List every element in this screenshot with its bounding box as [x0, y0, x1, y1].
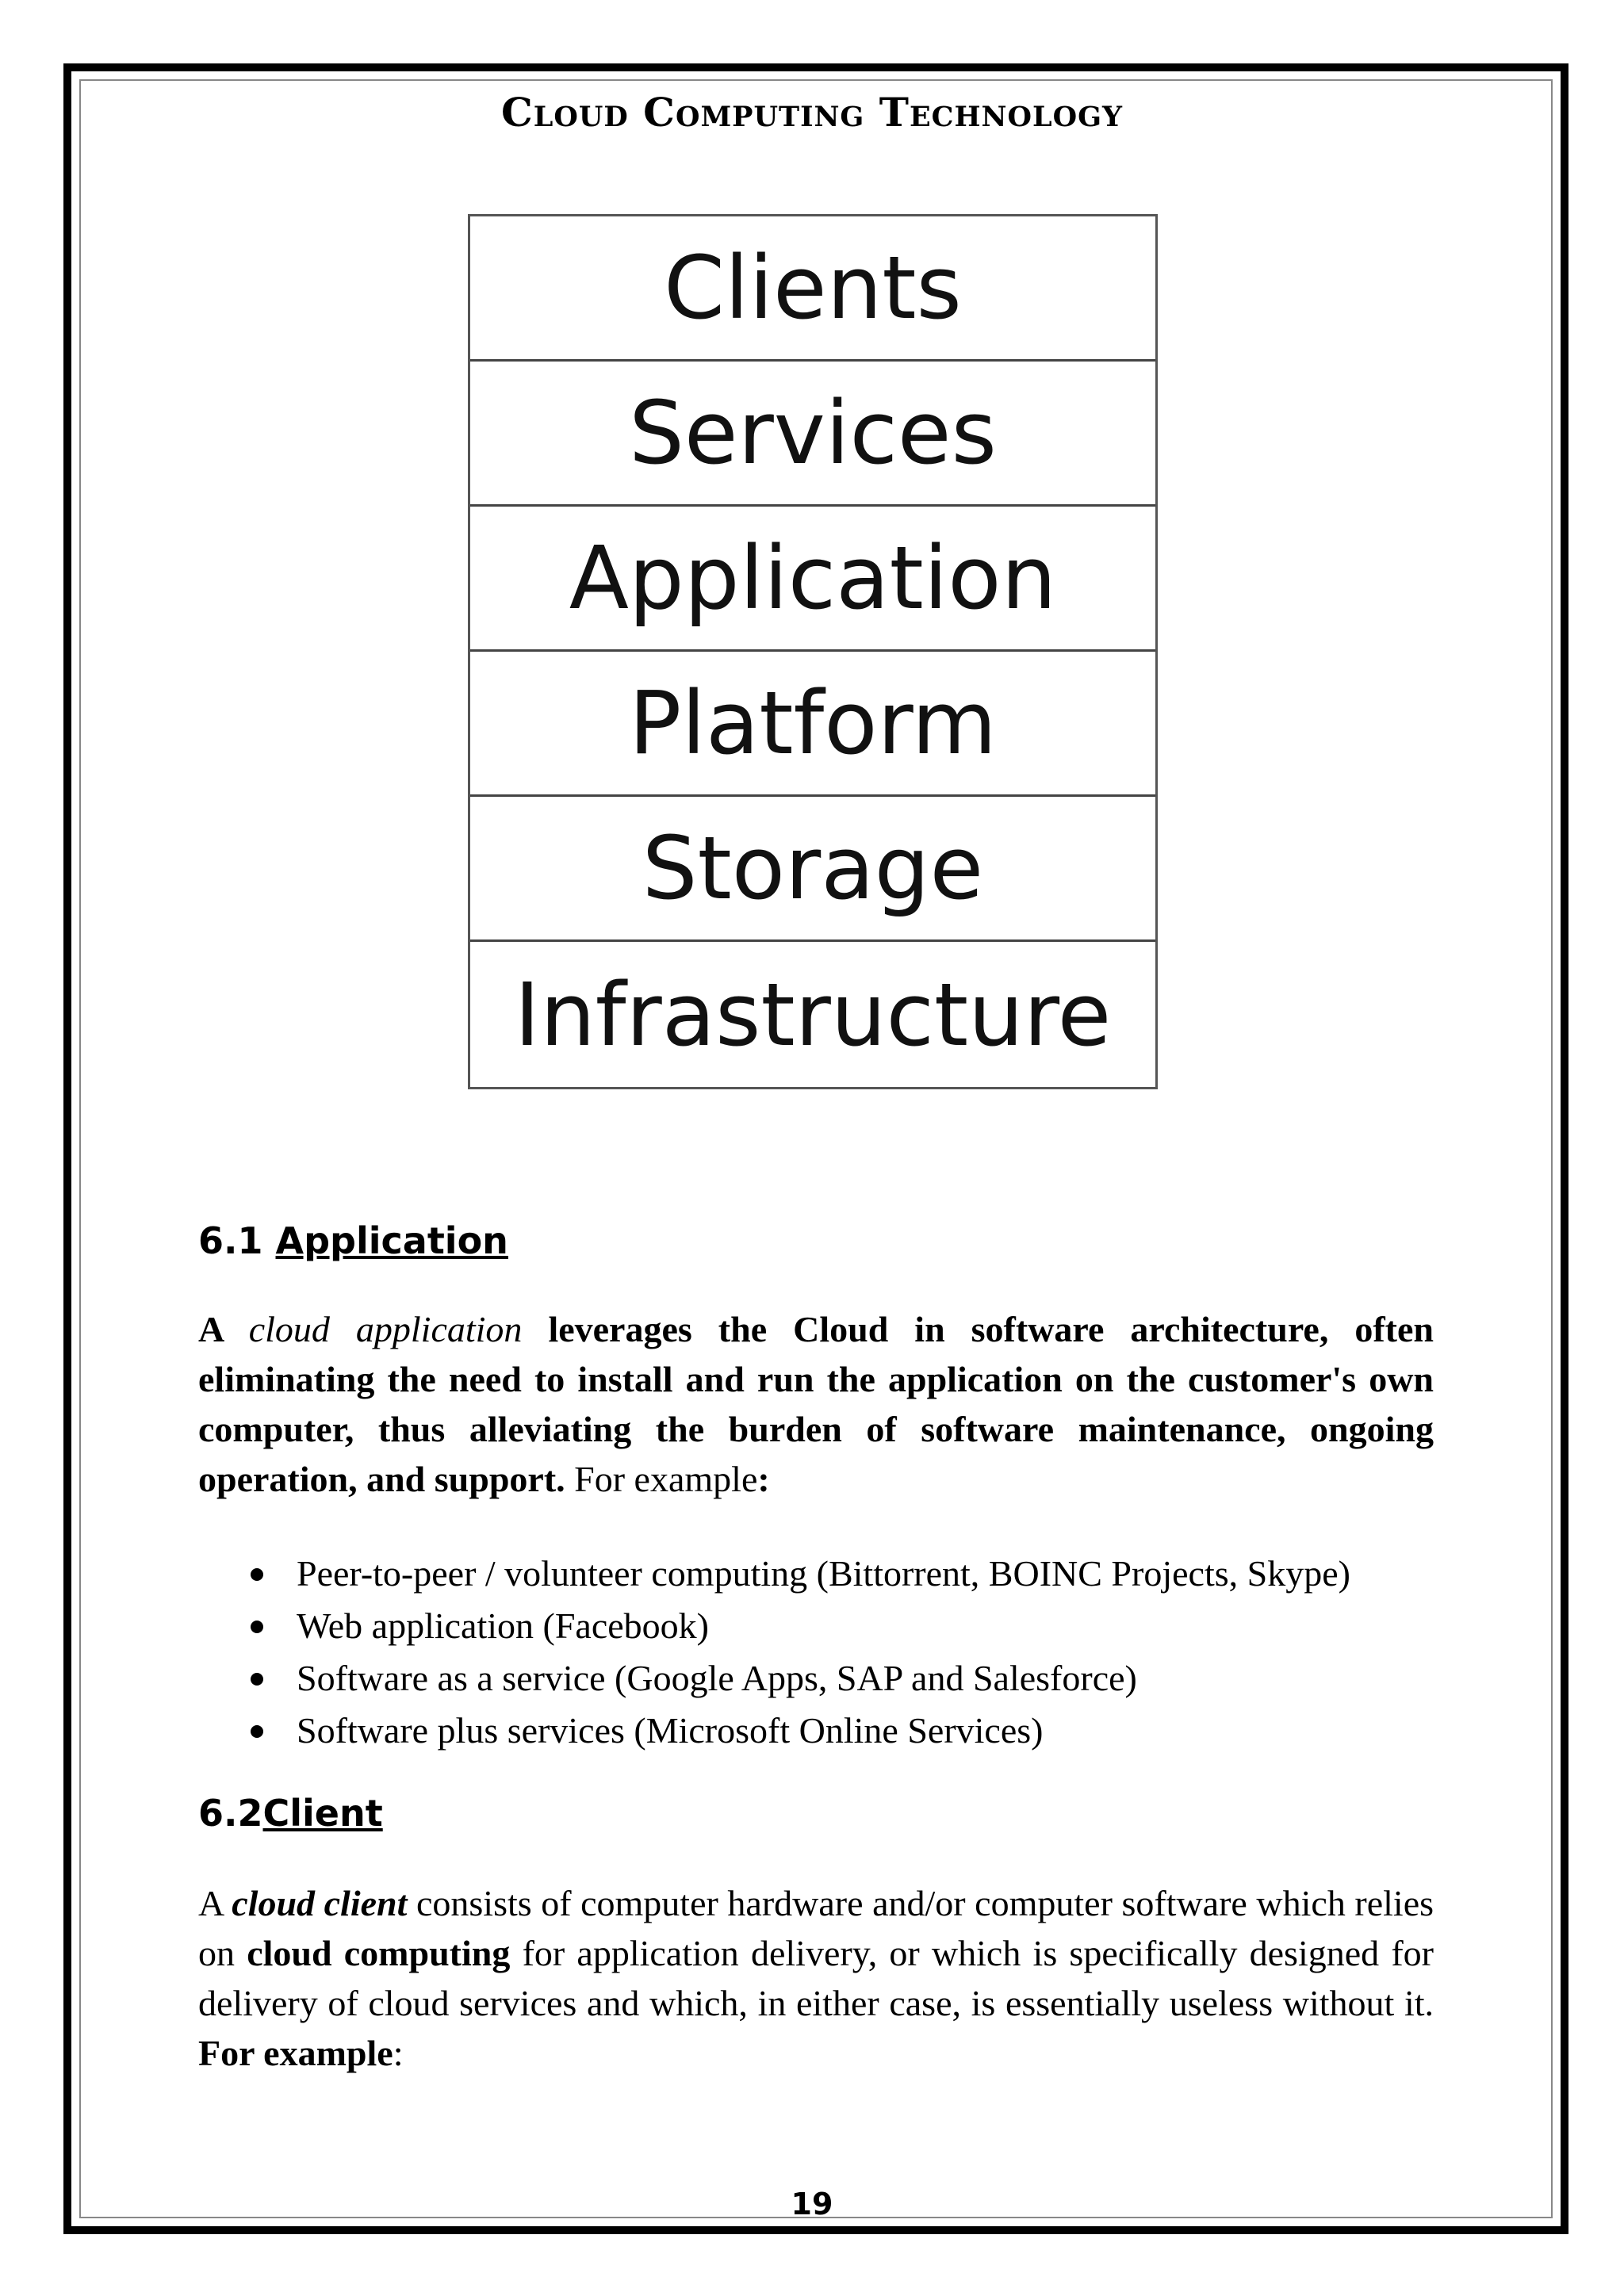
layer-application: Application	[470, 507, 1155, 652]
example-lead: For example	[198, 2033, 393, 2073]
article-a: A	[198, 1309, 249, 1349]
layer-platform: Platform	[470, 652, 1155, 797]
section-heading-application	[198, 1219, 508, 1262]
section-number: 6.1	[198, 1219, 276, 1262]
bullet-icon	[251, 1725, 263, 1738]
article-a: A	[198, 1883, 232, 1923]
section-title: Application	[275, 1219, 508, 1262]
cloud-layer-diagram	[468, 214, 1158, 1089]
example-lead: For example	[565, 1459, 758, 1499]
term-cloud-client: cloud client	[232, 1883, 408, 1923]
list-item: Software plus services (Microsoft Online Services)	[198, 1705, 1434, 1757]
section-title: Client	[262, 1792, 383, 1835]
list-item: Web application (Facebook)	[198, 1600, 1434, 1652]
page-number: 19	[791, 2187, 833, 2221]
term-cloud-computing: cloud computing	[247, 1933, 511, 1973]
layer-infrastructure: Infrastructure	[514, 963, 1112, 1066]
running-header: Cloud Computing Technology	[500, 89, 1123, 136]
bullet-icon	[251, 1673, 263, 1686]
section-number: 6.2	[198, 1792, 263, 1835]
layer-clients: Clients	[470, 216, 1155, 362]
bold-definition: leverages the Cloud in software architecture, often eliminating the need to install and run the application on the customer's own computer, thus alleviating the burden of software maintenance, ongoing operation, and support.	[198, 1309, 1434, 1499]
bullet-icon	[251, 1568, 263, 1581]
layer-services: Services	[470, 362, 1155, 507]
list-item: Peer-to-peer / volunteer computing (Bittorrent, BOINC Projects, Skype)	[198, 1548, 1434, 1600]
example-colon: :	[393, 2033, 404, 2073]
client-paragraph	[198, 1878, 1434, 2078]
term-cloud-application: cloud application	[248, 1309, 523, 1349]
client-definition-rest: for application delivery, or which is specifically designed for delivery of cloud services and which, in either case, is essentially useless without it.	[198, 1933, 1434, 2023]
application-examples-list	[198, 1548, 1434, 1757]
layer-storage: Storage	[470, 797, 1155, 942]
application-paragraph	[198, 1304, 1434, 1504]
bullet-icon	[251, 1621, 263, 1633]
example-colon: :	[757, 1459, 770, 1499]
section-heading-client	[198, 1792, 383, 1835]
list-item: Software as a service (Google Apps, SAP and Salesforce)	[198, 1652, 1434, 1705]
client-definition: consists of computer hardware and/or computer software which relies on	[198, 1883, 1434, 1973]
